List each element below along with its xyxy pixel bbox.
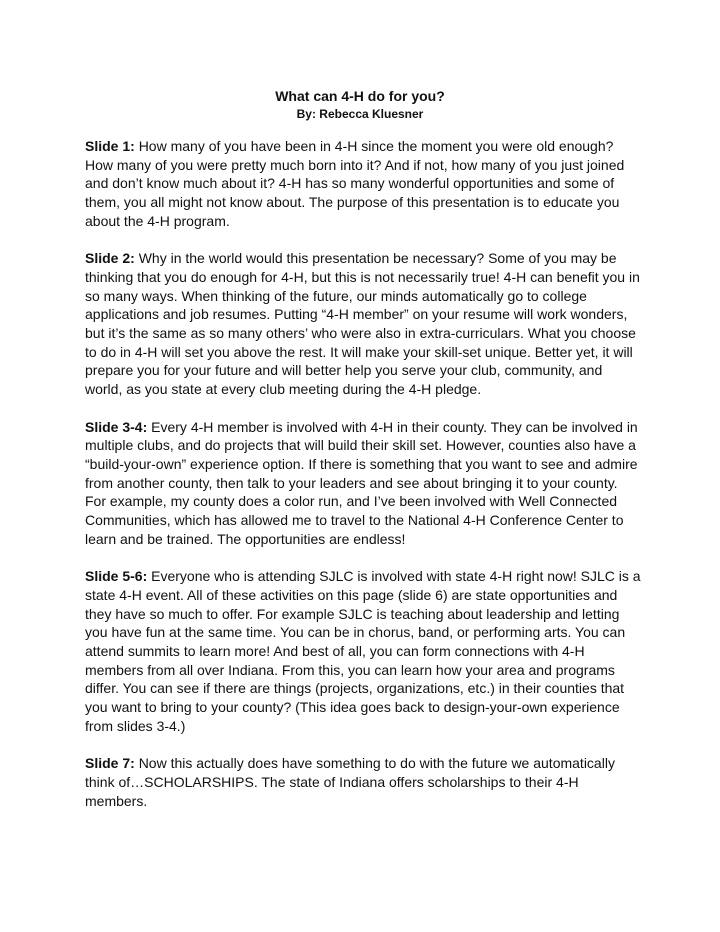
slide-label: Slide 5-6: <box>85 568 148 585</box>
paragraph-text: Everyone who is attending SJLC is involved with state 4-H right now! SJLC is a state 4-H event. All of these activities on this page (slide 6) are state opportunities and they have so much to offer. For example SJLC is teaching about leadership and letting you have fun at the same time. You can be in chorus, band, or performing arts. You can attend summits to learn more! And best of all, you can form connections with 4-H members from all over Indiana. From this, you can learn how your area and programs differ. You can see if there are things (projects, organizations, etc.) in their counties that you want to bring to your county? (This idea goes back to design-your-own experience from slides 3-4.) <box>85 568 641 734</box>
slide-label: Slide 1: <box>85 138 135 154</box>
paragraph-text: How many of you have been in 4-H since the moment you were old enough? How many of you were pretty much born into it? And if not, how many of you just joined and don’t know much about it? 4-H has so many wonderful opportunities and some of them, you all might not know about. The purpose of this presentation is to educate you about the 4-H program. <box>85 138 625 229</box>
slide-label: Slide 7: <box>85 755 135 772</box>
slide-label: Slide 3-4: <box>85 418 148 435</box>
document-author: By: Rebecca Kluesner <box>296 107 424 121</box>
slide-2-paragraph <box>85 249 641 399</box>
slide-label: Slide 2: <box>85 250 135 267</box>
slide-7-paragraph <box>85 754 641 810</box>
slide-1-paragraph <box>85 137 641 231</box>
slide-3-4-paragraph <box>85 418 641 549</box>
slide-5-6-paragraph <box>85 567 641 735</box>
document-title: What can 4-H do for you? <box>275 88 445 104</box>
paragraph-text: Why in the world would this presentation be necessary? Some of you may be thinking that you do enough for 4-H, but this is not necessarily true! 4-H can benefit you in so many ways. When thinking of the future, our minds automatically go to college applications and job resumes. Putting “4-H member” on your resume will work wonders, but it’s the same as so many others’ who were also in extra-curriculars. What you choose to do in 4-H will set you above the rest. It will make your skill-set unique. Better yet, it will prepare you for your future and will better help you serve your club, community, and world, as you state at every club meeting during the 4-H pledge. <box>85 250 640 398</box>
paragraph-text: Now this actually does have something to do with the future we automatically think of…SCHOLARSHIPS. The state of Indiana offers scholarships to their 4-H members. <box>85 755 615 809</box>
paragraph-text: Every 4-H member is involved with 4-H in their county. They can be involved in multiple clubs, and do projects that will build their skill set. However, counties also have a “build-your-own” experience option. If there is something that you want to see and admire from another county, then talk to your leaders and see about bringing it to your county. For example, my county does a color run, and I’ve been involved with Well Connected Communities, which has allowed me to travel to the National 4-H Conference Center to learn and be trained. The opportunities are endless! <box>85 418 638 547</box>
document-body <box>85 137 641 829</box>
